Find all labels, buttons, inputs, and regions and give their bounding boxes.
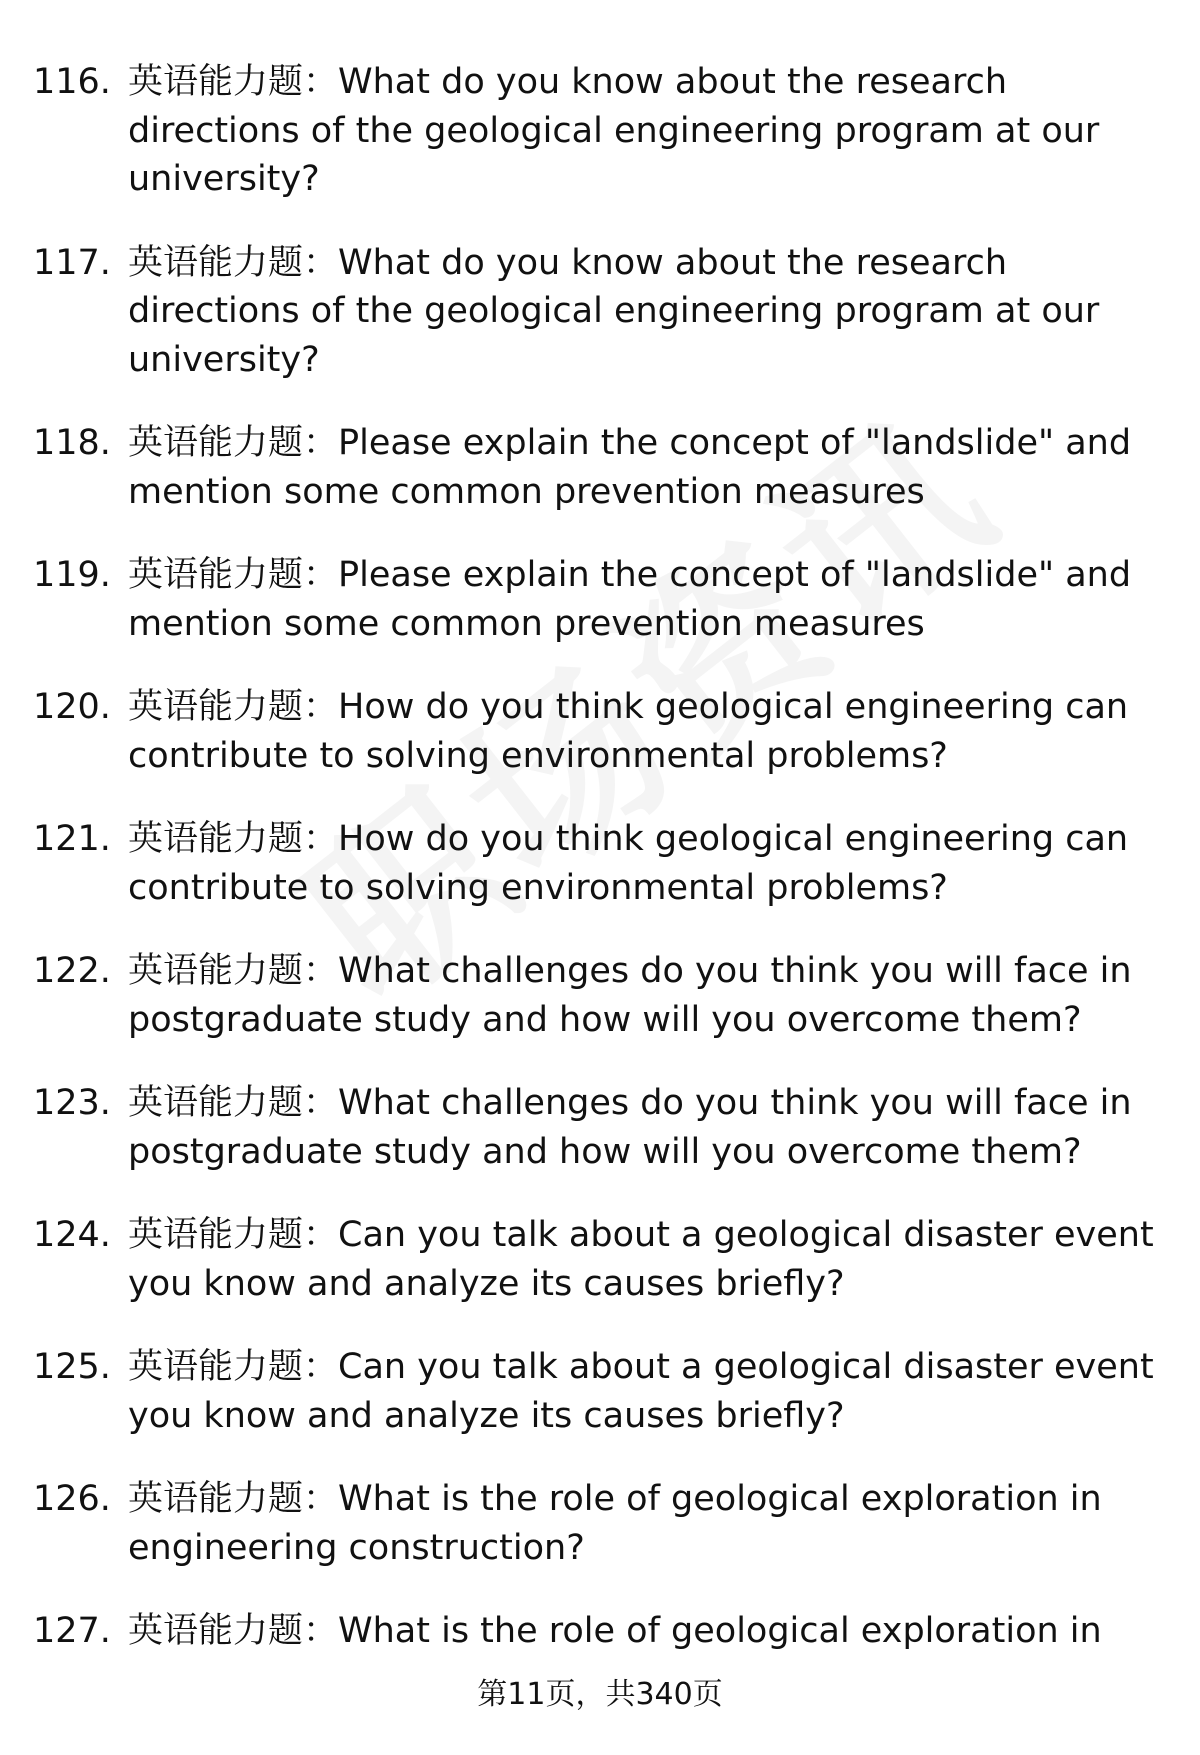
question-number: 124. — [33, 1215, 111, 1255]
question-item — [0, 419, 1200, 516]
question-text: Please explain the concept of "landslide" and mention some common prevention measures — [128, 555, 1132, 644]
question-tag: 英语能力题： — [128, 1215, 339, 1255]
question-tag: 英语能力题： — [128, 1083, 339, 1123]
question-item — [0, 1607, 1200, 1656]
question-tag: 英语能力题： — [128, 242, 339, 283]
question-item — [0, 1343, 1200, 1440]
question-text: What challenges do you think you will face in postgraduate study and how will you overcome them? — [128, 951, 1132, 1040]
question-text: What is the role of geological exploration in engineering construction? — [128, 1479, 1102, 1568]
question-number: 122. — [33, 951, 111, 991]
question-list — [0, 58, 1200, 1691]
question-number: 119. — [33, 555, 111, 595]
question-item — [0, 58, 1200, 204]
question-number: 127. — [33, 1611, 111, 1651]
question-number: 118. — [33, 423, 111, 463]
question-item — [0, 1211, 1200, 1308]
question-text: How do you think geological engineering can contribute to solving environmental problems? — [128, 819, 1129, 908]
question-tag: 英语能力题： — [128, 1611, 339, 1651]
question-number: 123. — [33, 1083, 111, 1123]
question-item — [0, 1079, 1200, 1176]
question-number: 121. — [33, 819, 111, 859]
question-tag: 英语能力题： — [128, 819, 339, 859]
question-item — [0, 947, 1200, 1044]
question-number: 116. — [33, 62, 111, 102]
question-tag: 英语能力题： — [128, 687, 339, 727]
page-number-footer: 第11页，共340页 — [477, 1677, 723, 1712]
question-text: How do you think geological engineering can contribute to solving environmental problems? — [128, 687, 1129, 776]
question-item — [0, 1475, 1200, 1572]
question-number: 117. — [33, 242, 111, 283]
question-text: Can you talk about a geological disaster event you know and analyze its causes briefly? — [128, 1215, 1154, 1304]
question-text: Please explain the concept of "landslide" and mention some common prevention measures — [128, 423, 1132, 512]
question-tag: 英语能力题： — [128, 1347, 339, 1387]
question-tag: 英语能力题： — [128, 555, 339, 595]
question-number: 126. — [33, 1479, 111, 1519]
question-text: What do you know about the research directions of the geological engineering program at our university? — [128, 62, 1100, 199]
question-item — [0, 551, 1200, 648]
question-number: 125. — [33, 1347, 111, 1387]
question-text: What do you know about the research directions of the geological engineering program at our university? — [128, 242, 1100, 380]
question-text: What is the role of geological exploration in — [338, 1611, 1102, 1651]
question-item — [0, 815, 1200, 912]
question-number: 120. — [33, 687, 111, 727]
question-tag: 英语能力题： — [128, 1479, 339, 1519]
question-tag: 英语能力题： — [128, 62, 339, 102]
question-tag: 英语能力题： — [128, 423, 339, 463]
question-item — [0, 239, 1200, 385]
question-item — [0, 683, 1200, 780]
question-text: What challenges do you think you will face in postgraduate study and how will you overcome them? — [128, 1083, 1132, 1172]
question-text: Can you talk about a geological disaster event you know and analyze its causes briefly? — [128, 1347, 1154, 1436]
question-tag: 英语能力题： — [128, 951, 339, 991]
